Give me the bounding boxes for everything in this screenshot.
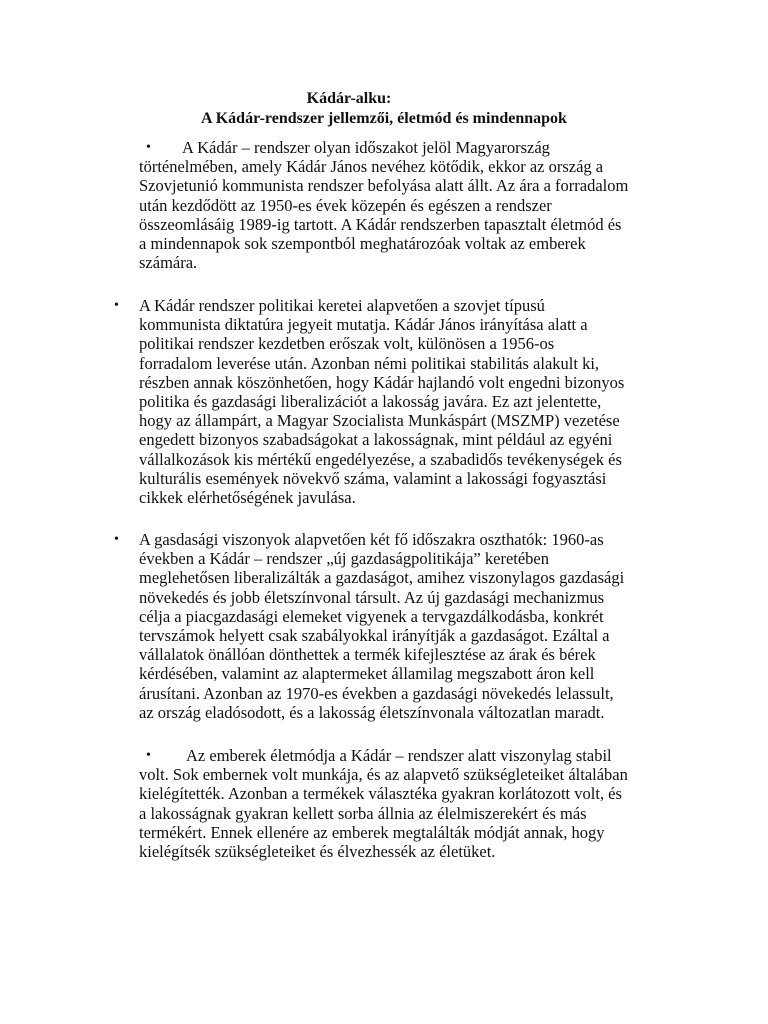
paragraph-line: A Kádár – rendszer olyan időszakot jelöl Magyarország xyxy=(182,138,550,157)
paragraph-line: Az emberek életmódja a Kádár – rendszer alatt viszonylag stabil xyxy=(186,746,612,765)
bullet-icon: • xyxy=(146,748,151,763)
paragraph-line: történelmében, amely Kádár János nevéhez kötődik, ekkor az ország a xyxy=(139,157,604,177)
paragraph-line: kielégítették. Azonban a termékek választéka gyakran korlátozott volt, és xyxy=(139,784,622,804)
paragraph-line: termékért. Ennek ellenére az emberek megtalálták módját annak, hogy xyxy=(139,822,605,842)
bullet-icon: • xyxy=(114,298,119,313)
paragraph-line: cikkek elérhetőségének javulása. xyxy=(139,488,356,508)
paragraph-line: vállalkozások kis mértékű engedélyezése, a szabadidős tevékenységek és xyxy=(139,449,622,469)
paragraph-line: politikai rendszer kezdetben erőszak volt, különösen a 1956-os xyxy=(139,334,555,354)
paragraph-line: volt. Sok embernek volt munkája, és az alapvető szükségleteiket általában xyxy=(139,765,628,785)
paragraph-line: kielégítsék szükségleteiket és élvezhessék az életüket. xyxy=(139,842,496,862)
paragraph-line: kérdésében, valamint az alaptermeket államilag megszabott áron kell xyxy=(139,664,595,684)
bullet-icon: • xyxy=(114,532,119,547)
paragraph-1 xyxy=(139,138,709,272)
paragraph-line: a mindennapok sok szempontból meghatározóak voltak az emberek xyxy=(139,234,586,254)
paragraph-line: árusítani. Azonban az 1970-es években a gazdasági növekedés lelassult, xyxy=(139,683,614,703)
paragraph-line: A gasdasági viszonyok alapvetően két fő időszakra oszthatók: 1960-as xyxy=(139,530,604,549)
paragraph-line: A Kádár rendszer politikai keretei alapvetően a szovjet típusú xyxy=(139,296,545,315)
paragraph-line: Szovjetunió kommunista rendszer befolyása alatt állt. Az ára a forradalom xyxy=(139,176,629,196)
paragraph-line: években a Kádár – rendszer „új gazdaságpolitikája” keretében xyxy=(139,549,549,569)
paragraph-line: kulturális események növekvő száma, valamint a lakossági fogyasztási xyxy=(139,468,607,488)
bullet-icon: • xyxy=(146,140,151,155)
paragraph-line: hogy az állampárt, a Magyar Szocialista Munkáspárt (MSZMP) vezetése xyxy=(139,411,620,431)
paragraph-line: forradalom leverése után. Azonban némi politikai stabilitás alakult ki, xyxy=(139,353,600,373)
paragraph-line: növekedés és jobb életszínvonal társult. Az új gazdasági mechanizmus xyxy=(139,587,605,607)
paragraph-line: meglehetősen liberalizálták a gazdaságot, amihez viszonylagos gazdasági xyxy=(139,568,625,588)
paragraph-line: politika és gazdasági liberalizációt a lakosság javára. Ez azt jelentette, xyxy=(139,392,602,412)
paragraph-line: vállalatok önállóan dönthettek a termék kifejlesztése az árak és bérek xyxy=(139,645,596,665)
paragraph-line: tervszámok helyett csak szabályokkal irányítják a gazdaságot. Ezáltal a xyxy=(139,626,610,646)
paragraph-line: után kezdődött az 1950-es évek közepén és egészen a rendszer xyxy=(139,195,552,215)
paragraph-line: kommunista diktatúra jegyeit mutatja. Kádár János irányítása alatt a xyxy=(139,315,588,335)
paragraph-2 xyxy=(139,296,719,507)
paragraph-line: összeomlásáig 1989-ig tartott. A Kádár rendszerben tapasztalt életmód és xyxy=(139,214,622,234)
document-title-line1: Kádár-alku: xyxy=(306,90,392,107)
paragraph-line: engedett bizonyos szabadságokat a lakosságnak, mint például az egyéni xyxy=(139,430,613,450)
document-title-line2: A Kádár-rendszer jellemzői, életmód és mindennapok xyxy=(201,110,567,127)
paragraph-line: célja a piacgazdasági elemeket vigyenek a tervgazdálkodásba, konkrét xyxy=(139,606,604,626)
paragraph-4 xyxy=(139,746,714,861)
paragraph-3 xyxy=(139,530,729,722)
paragraph-line: részben annak köszönhetően, hogy Kádár hajlandó volt engedni bizonyos xyxy=(139,372,625,392)
paragraph-line: számára. xyxy=(139,253,198,273)
paragraph-line: a lakosságnak gyakran kellett sorba állnia az élelmiszerekért és más xyxy=(139,803,587,823)
paragraph-line: az ország eladósodott, és a lakosság életszínvonala változatlan maradt. xyxy=(139,702,605,722)
